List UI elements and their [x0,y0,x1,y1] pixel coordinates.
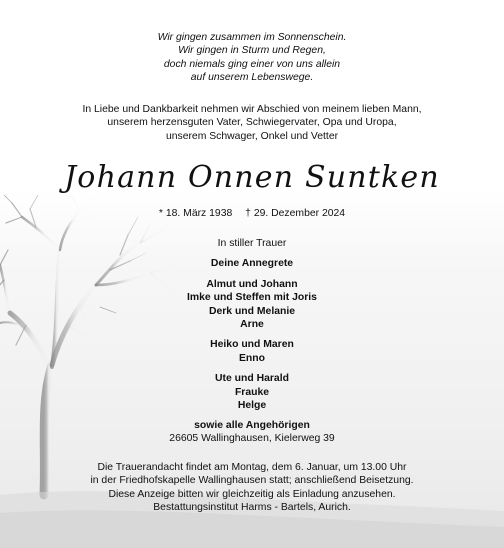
life-dates [0,207,504,220]
mourner-group [0,372,504,412]
mourner-name: Deine Annegrete [210,258,294,270]
service-line: Diese Anzeige bitten wir gleichzeitig als Einladung anzusehen. [108,488,396,500]
poem [0,31,504,85]
mourning-heading: In stiller Trauer [217,238,287,249]
service-line: in der Friedhofskapelle Wallinghausen statt; anschließend Beisetzung. [90,475,414,487]
intro-line: In Liebe und Dankbarkeit nehmen wir Abschied von meinem lieben Mann, [82,104,422,115]
family-address: 26605 Wallinghausen, Kielerweg 39 [169,433,335,444]
intro-line: unserem herzensguten Vater, Schwiegervater, Opa und Uropa, [107,117,397,129]
mourner-name: Imke und Steffen mit Joris [187,292,317,304]
mourner-name: Heiko und Maren [210,339,294,351]
poem-line: auf unserem Lebenswege. [190,72,314,84]
mourner-name: Ute und Harald [215,373,289,385]
death-date: † 29. Dezember 2024 [245,208,346,219]
service-info [0,461,504,515]
poem-line: Wir gingen in Sturm und Regen, [178,45,326,57]
poem-line: doch niemals ging einer von uns allein [163,58,341,70]
mourner-name: Almut und Johann [206,278,298,290]
mourner-name: Arne [240,319,264,331]
intro-line: unserem Schwager, Onkel und Vetter [165,130,339,142]
poem-line: Wir gingen zusammen im Sonnenschein. [157,32,347,43]
mourner-group [0,338,504,365]
intro-text [0,103,504,143]
deceased-name: Johann Onnen Suntken [64,160,440,195]
mourner-group [0,257,504,270]
mourner-name: sowie alle Angehörigen [194,420,310,432]
mourner-name: Helge [237,400,267,412]
mourner-name: Derk und Melanie [208,305,296,317]
mourners-list [0,237,504,433]
mourner-group [0,419,504,432]
service-line: Die Trauerandacht findet am Montag, dem 6. Januar, um 13.00 Uhr [97,462,407,473]
mourner-name: Frauke [234,386,270,398]
mourner-group [0,278,504,332]
service-line: Bestattungsinstitut Harms - Bartels, Aurich. [153,502,351,514]
mourner-name: Enno [239,352,265,364]
birth-date: * 18. März 1938 [158,208,233,219]
